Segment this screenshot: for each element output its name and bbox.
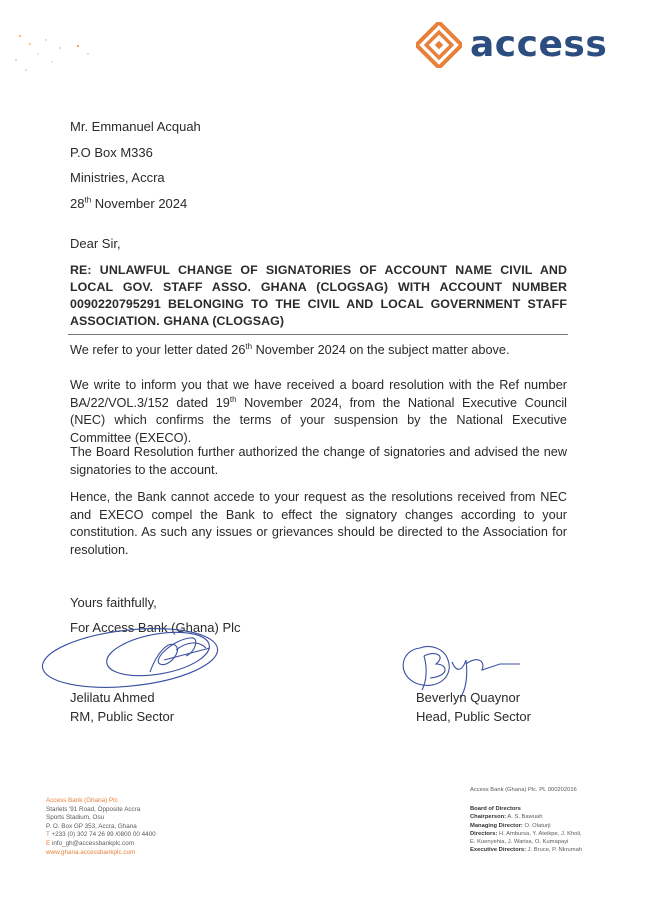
signatory-right-title: Head, Public Sector	[416, 709, 531, 724]
email-label: E	[46, 839, 51, 847]
diamond-logo-icon	[416, 22, 462, 68]
subject-line: RE: UNLAWFUL CHANGE OF SIGNATORIES OF ACCOUNT NAME CIVIL AND LOCAL GOV. STAFF ASSO. GHANA (CLOGSAG) WITH ACCOUNT NUMBER 0090220795291 BELONGING TO THE CIVIL AND LOCAL GOVERNMENT STAFF ASSOCIATION. GHANA (CLOGSAG)	[70, 263, 567, 328]
signatory-left	[70, 688, 174, 726]
footer-directors	[470, 786, 582, 854]
exec-label: Executive Directors:	[470, 847, 527, 854]
directors-value-1: H. Ambursa, Y. Ateikpe, J. Kholi,	[497, 830, 582, 837]
p1-text-b: November 2024 on the subject matter above.	[252, 343, 510, 357]
md-value: O. Olaturji	[522, 822, 551, 829]
signatory-left-title: RM, Public Sector	[70, 709, 175, 724]
board-heading-text: Board of Directors	[470, 806, 521, 813]
chair-line	[470, 813, 582, 821]
footer-website: www.ghana.accessbankplc.com	[46, 848, 136, 856]
date-day: 28	[70, 195, 85, 211]
p2-text-b: November 2024, from the National Executive Council (NEC) which confirms the terms of your suspension by the National Executive Committee (EXECO).	[70, 395, 567, 445]
for-bank-line: For Access Bank (Ghana) Plc	[70, 620, 241, 635]
signatory-left-name: Jelilatu Ahmed	[70, 690, 155, 705]
closing-block	[70, 590, 241, 640]
directors-line-2: E. Kuenyehia, J. Warisa, O. Kumapayi	[470, 839, 569, 846]
paragraph-2	[70, 377, 567, 447]
footer-registration: Access Bank (Ghana) Plc. PL 000202016	[470, 787, 577, 793]
chair-value: A. S. Bawuah	[506, 814, 543, 821]
exec-value: J. Bruce, P. Nkrumah	[526, 847, 583, 854]
footer-address-3: P. O. Box GP 353, Accra, Ghana	[46, 822, 137, 830]
email-value: info_gh@accessbankplc.com	[50, 839, 134, 847]
board-heading	[470, 805, 582, 813]
footer-email	[46, 840, 156, 849]
paragraph-4: Hence, the Bank cannot accede to your request as the resolutions received from NEC and EXECO compel the Bank to effect the signatory changes according to your constitution. As such any issues or grievances should be directed to the Association for resolution.	[70, 490, 567, 557]
md-line	[470, 822, 582, 830]
md-label: Managing Director:	[470, 822, 523, 829]
exec-line	[470, 846, 582, 854]
paragraph-3: The Board Resolution further authorized the change of signatories and advised the new signatories to the account.	[70, 445, 567, 477]
footer-address-1: Starlets '91 Road, Opposite Accra	[46, 805, 141, 813]
directors-label: Directors:	[470, 830, 498, 837]
salutation: Dear Sir,	[70, 236, 121, 251]
footer-bank-name: Access Bank (Ghana) Plc	[46, 797, 118, 804]
recipient-address	[70, 114, 201, 216]
recipient-box: P.O Box M336	[70, 144, 153, 160]
p2-sup: th	[229, 394, 237, 404]
subject-divider	[68, 334, 568, 335]
recipient-city: Ministries, Accra	[70, 170, 165, 185]
phone-value: +233 (0) 302 74 26 99 /0800 00 4400	[49, 831, 156, 839]
p2-text-a: We write to inform you that we have received a board resolution with the Ref number BA/22/VOL.3/152 dated 19	[70, 378, 567, 410]
p1-text-a: We refer to your letter dated 26	[70, 343, 246, 357]
recipient-name: Mr. Emmanuel Acquah	[70, 119, 201, 134]
valediction: Yours faithfully,	[70, 595, 157, 610]
access-logo	[416, 22, 607, 68]
paper-specks-decoration	[8, 30, 118, 80]
signatory-right-name: Beverlyn Quaynor	[416, 690, 521, 705]
signatory-right	[416, 688, 531, 726]
directors-line	[470, 830, 582, 838]
letter-date	[70, 191, 201, 217]
date-suffix: th	[84, 195, 92, 205]
paragraph-1	[70, 342, 567, 360]
footer-contact	[46, 797, 156, 857]
p1-sup: th	[245, 341, 253, 351]
chair-label: Chairperson:	[470, 814, 507, 821]
date-month-year: November 2024	[91, 195, 188, 211]
phone-label: T	[46, 831, 50, 839]
footer-address-2: Sports Stadium, Osu	[46, 814, 105, 822]
logo-wordmark: access	[470, 24, 608, 65]
footer-phone	[46, 831, 156, 840]
